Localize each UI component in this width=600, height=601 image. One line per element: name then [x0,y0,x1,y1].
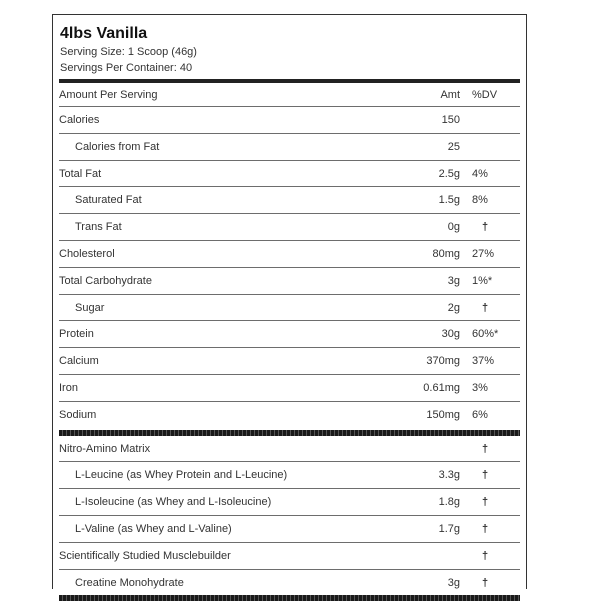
nutrient-label: Cholesterol [59,247,115,260]
supplement-amount: 1.8g [438,496,460,509]
nutrient-dv [472,302,488,314]
supplement-dv [472,523,488,535]
dagger-mark: † [482,469,489,482]
nutrient-amount: 150 [441,114,460,126]
nutrient-row-total-carbohydrate [59,268,520,295]
nutrient-dv [472,221,488,233]
nutrient-row-cholesterol [59,241,520,268]
nutrient-dv: 6% [472,408,488,421]
nutrient-label: Calories from Fat [75,140,160,153]
dagger-mark: † [482,522,489,535]
supplement-label: Creatine Monohydrate [75,576,184,589]
supplement-row-musclebuilder [59,543,520,570]
dagger-mark: † [482,576,489,589]
nutrient-label: Calcium [59,355,99,368]
nutrient-dv: 4% [472,167,488,180]
nutrient-row-calories [59,107,520,134]
supplement-row-nitro-amino-matrix [59,436,520,463]
dagger-mark: † [482,221,489,234]
nutrient-row-sugar [59,295,520,322]
supplement-dv [472,577,488,589]
supplement-label: L-Valine (as Whey and L-Valine) [75,522,232,535]
nutrient-row-calcium [59,348,520,375]
nutrient-label: Trans Fat [75,221,122,234]
nutrient-row-sodium [59,402,520,428]
nutrient-dv: 37% [472,355,495,368]
nutrient-row-saturated-fat [59,187,520,214]
column-label: Amount Per Serving [59,89,158,101]
nutrient-dv: 60%* [472,328,499,341]
label-header [53,15,526,76]
supplement-amount: 1.7g [438,522,460,535]
nutrient-label: Sugar [75,301,105,314]
nutrient-label: Saturated Fat [75,194,142,207]
nutrient-label: Sodium [59,408,97,421]
column-dv: %DV [472,89,498,101]
supplement-row-l-leucine [59,462,520,489]
dagger-mark: † [482,496,489,509]
nutrient-amount: 0.61mg [423,381,460,394]
dagger-mark: † [482,442,489,455]
bottom-divider [59,595,520,601]
supplement-row-l-valine [59,516,520,543]
column-header-row [59,83,520,107]
nutrient-row-protein [59,321,520,348]
supplement-dv [472,550,488,562]
nutrient-row-calories-from-fat [59,134,520,161]
nutrient-amount: 80mg [432,247,460,260]
product-title: 4lbs Vanilla [60,25,148,42]
supplement-label: L-Leucine (as Whey Protein and L-Leucine) [75,469,288,482]
supplement-label: Nitro-Amino Matrix [59,442,151,455]
nutrient-dv: 3% [472,381,488,394]
column-amt: Amt [440,89,460,101]
supplement-label: Scientifically Studied Musclebuilder [59,549,231,562]
nutrient-label: Protein [59,328,94,341]
serving-size: Serving Size: 1 Scoop (46g) [60,46,197,58]
nutrient-amount: 370mg [426,355,460,368]
nutrient-amount: 150mg [426,408,460,421]
supplement-dv [472,469,488,481]
supplement-row-creatine-monohydrate [59,570,520,596]
nutrient-dv: 8% [472,194,488,207]
nutrient-amount: 2.5g [438,167,460,180]
supplement-amount: 3.3g [438,469,460,482]
supplement-amount: 3g [447,576,460,589]
nutrient-amount: 1.5g [438,194,460,207]
dagger-mark: † [482,301,489,314]
nutrient-dv: 1%* [472,274,493,287]
nutrient-label: Iron [59,381,78,394]
nutrient-amount: 2g [447,301,460,314]
nutrient-row-iron [59,375,520,402]
nutrient-amount: 3g [447,274,460,287]
nutrient-label: Total Carbohydrate [59,274,152,287]
nutrient-amount: 30g [441,328,460,341]
supplement-dv [472,496,488,508]
supplement-row-l-isoleucine [59,489,520,516]
dagger-mark: † [482,549,489,562]
nutrient-row-total-fat [59,161,520,188]
nutrient-label: Total Fat [59,167,102,180]
supplement-dv [472,443,488,455]
servings-per-container: Servings Per Container: 40 [60,62,193,74]
nutrient-label: Calories [59,114,100,126]
nutrition-facts-panel [52,14,527,589]
supplement-label: L-Isoleucine (as Whey and L-Isoleucine) [75,496,272,509]
nutrient-amount: 0g [447,221,460,234]
nutrient-row-trans-fat [59,214,520,241]
nutrient-dv: 27% [472,247,495,260]
nutrient-amount: 25 [447,140,460,153]
